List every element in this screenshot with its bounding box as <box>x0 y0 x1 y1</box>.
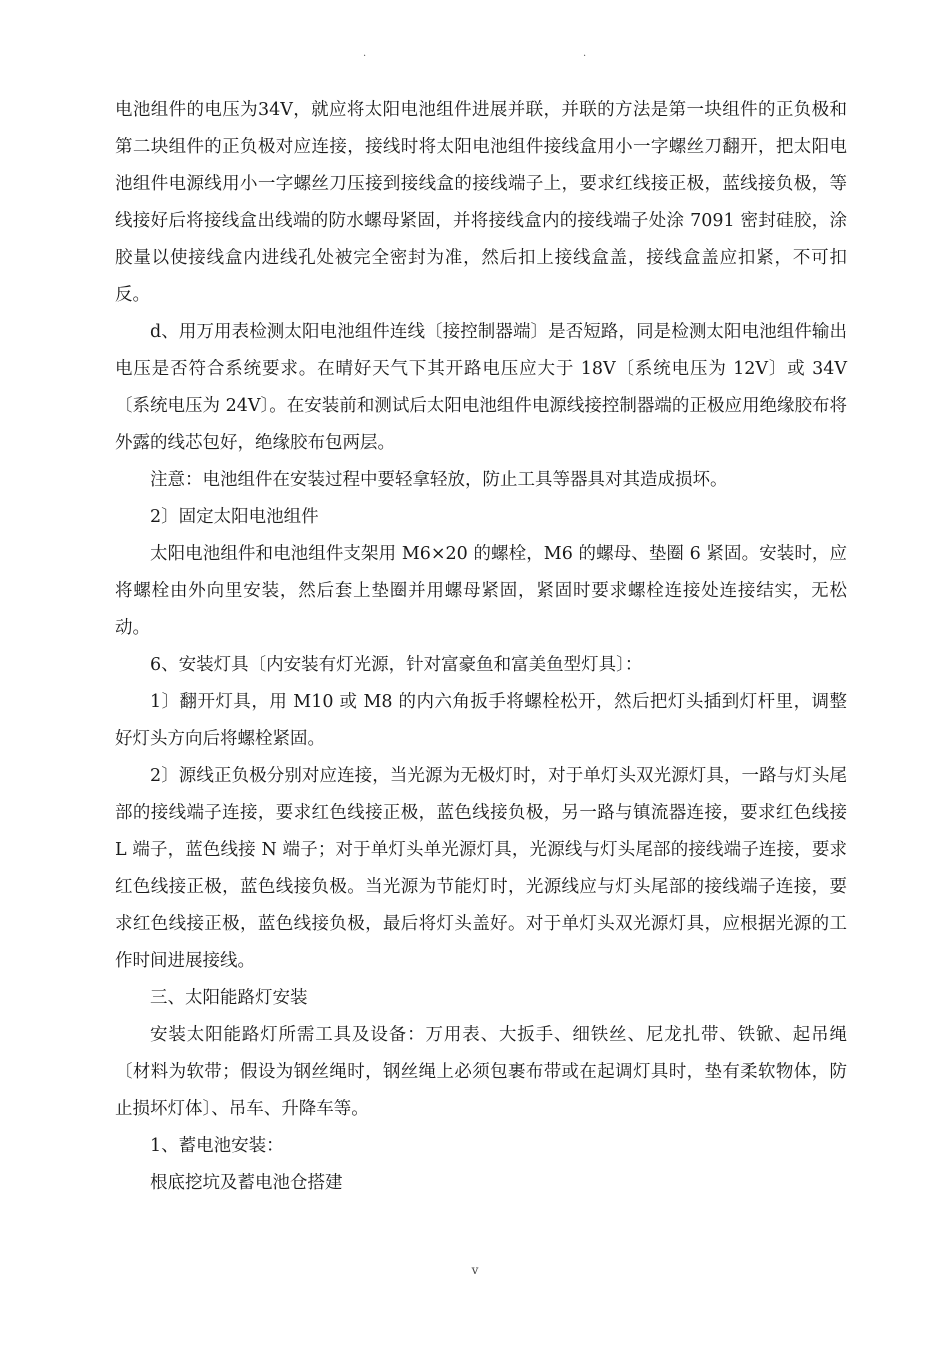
page-footer-mark: v <box>471 1263 479 1277</box>
header-dot-left: . <box>363 48 367 59</box>
paragraph-6: 6、安装灯具〔内安装有灯光源，针对富豪鱼和富美鱼型灯具〕： <box>150 655 643 675</box>
paragraph-9: 三、太阳能路灯安装 <box>150 988 308 1008</box>
paragraph-7: 1〕翻开灯具，用 M10 或 M8 的内六角扳手将螺栓松开，然后把灯头插到灯杆里，调整好灯头方向后将螺栓紧固。 <box>115 692 847 749</box>
header-dots <box>0 48 950 62</box>
paragraph-11: 1、蓄电池安装： <box>150 1136 284 1156</box>
header-dot-right: . <box>583 48 587 59</box>
paragraph-4: 2〕固定太阳电池组件 <box>150 507 319 527</box>
paragraph-3: 注意：电池组件在安装过程中要轻拿轻放，防止工具等器具对其造成损坏。 <box>150 470 728 490</box>
paragraph-5: 太阳电池组件和电池组件支架用 M6×20 的螺栓，M6 的螺母、垫圈 6 紧固。安装时，应将螺栓由外向里安装，然后套上垫圈并用螺母紧固，紧固时要求螺栓连接处连接结实，无松动。 <box>115 544 847 638</box>
paragraph-10: 安装太阳能路灯所需工具及设备：万用表、大扳手、细铁丝、尼龙扎带、铁锨、起吊绳〔材料为软带；假设为钢丝绳时，钢丝绳上必须包裹布带或在起调灯具时，垫有柔软物体，防止损坏灯体〕、吊车、升降车等。 <box>115 1025 847 1119</box>
paragraph-1: 电池组件的电压为34V，就应将太阳电池组件进展并联，并联的方法是第一块组件的正负极和第二块组件的正负极对应连接，接线时将太阳电池组件接线盒用小一字螺丝刀翻开，把太阳电池组件电源线用小一字螺丝刀压接到接线盒的接线端子上，要求红线接正极，蓝线接负极，等线接好后将接线盒出线端的防水螺母紧固，并将接线盒内的接线端子处涂 7091 密封硅胶，涂胶量以使接线盒内进线孔处被完全密封为准，然后扣上接线盒盖，接线盒盖应扣紧，不可扣反。 <box>115 100 847 305</box>
paragraph-8: 2〕源线正负极分别对应连接，当光源为无极灯时，对于单灯头双光源灯具，一路与灯头尾部的接线端子连接，要求红色线接正极，蓝色线接负极，另一路与镇流器连接，要求红色线接 L 端子，蓝色线接 N 端子；对于单灯头单光源灯具，光源线与灯头尾部的接线端子连接，要求红色线接正极，蓝色线接负极。当光源为节能灯时，光源线应与灯头尾部的接线端子连接，要求红色线接正极，蓝色线接负极，最后将灯头盖好。对于单灯头双光源灯具，应根据光源的工作时间进展接线。 <box>115 766 847 971</box>
paragraph-2: d、用万用表检测太阳电池组件连线〔接控制器端〕是否短路，同是检测太阳电池组件输出电压是否符合系统要求。在晴好天气下其开路电压应大于 18V〔系统电压为 12V〕或 34V〔系统电压为 24V〕。在安装前和测试后太阳电池组件电源线接控制器端的正极应用绝缘胶布将外露的线芯包好，绝缘胶布包两层。 <box>115 322 847 453</box>
document-body <box>115 92 847 1202</box>
paragraph-12: 根底挖坑及蓄电池仓搭建 <box>150 1173 343 1193</box>
